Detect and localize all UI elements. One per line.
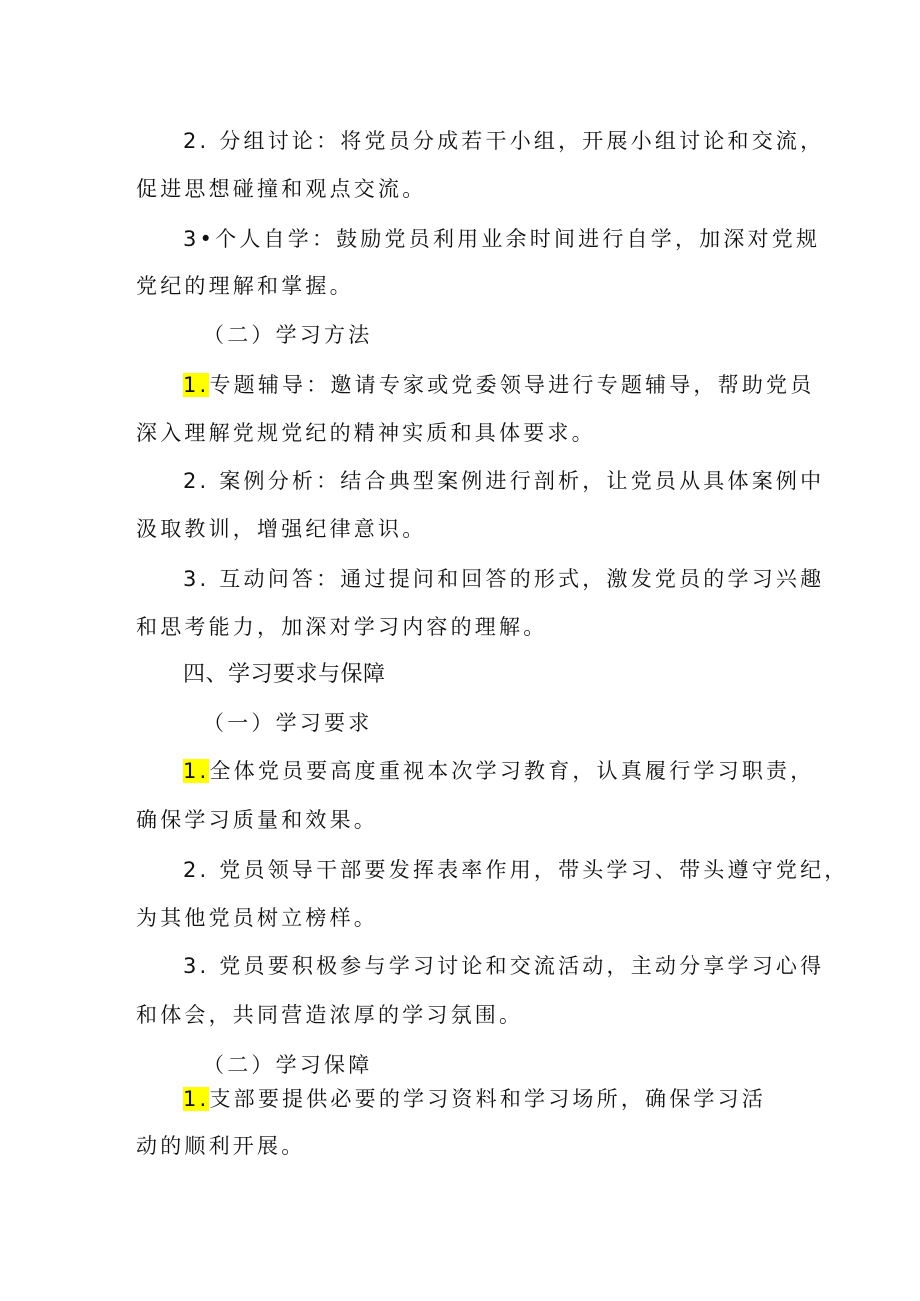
subheading-study-requirements: （一）学习要求 [203, 711, 373, 735]
paragraph-line: 1.全体党员要高度重视本次学习教育，认真履行学习职责， [183, 759, 815, 783]
paragraph-line: 确保学习质量和效果。 [136, 808, 378, 832]
highlighted-number: 1. [183, 373, 210, 397]
paragraph-line: 和体会，共同营造浓厚的学习氛围。 [136, 1003, 524, 1027]
highlighted-number: 1. [183, 1087, 210, 1111]
paragraph-line: 1.专题辅导：邀请专家或党委领导进行专题辅导，帮助党员 [183, 373, 815, 397]
highlighted-number: 1. [183, 759, 210, 783]
paragraph-line: 3. 党员要积极参与学习讨论和交流活动，主动分享学习心得 [183, 954, 825, 978]
paragraph-line: 3. 互动问答：通过提问和回答的形式，激发党员的学习兴趣 [183, 567, 825, 591]
paragraph-line: 动的顺利开展。 [136, 1134, 306, 1158]
paragraph-line: 为其他党员树立榜样。 [136, 906, 378, 930]
paragraph-line: 3•个人自学：鼓励党员利用业余时间进行自学，加深对党规 [183, 227, 821, 251]
paragraph-line: 促进思想碰撞和观点交流。 [136, 177, 427, 201]
subheading-study-guarantee: （二）学习保障 [203, 1053, 373, 1077]
paragraph-line: 2. 党员领导干部要发挥表率作用，带头学习、带头遵守党纪， [183, 858, 849, 882]
paragraph-line: 深入理解党规党纪的精神实质和具体要求。 [136, 421, 596, 445]
paragraph-line: 2. 案例分析：结合典型案例进行剖析，让党员从具体案例中 [183, 469, 825, 493]
paragraph-line: 汲取教训，增强纪律意识。 [136, 517, 427, 541]
paragraph-line: 党纪的理解和掌握。 [136, 274, 354, 298]
paragraph-line: 和思考能力，加深对学习内容的理解。 [136, 615, 548, 639]
paragraph-line: 1.支部要提供必要的学习资料和学习场所，确保学习活 [183, 1087, 767, 1111]
subheading-study-methods: （二）学习方法 [203, 323, 373, 347]
section-heading: 四、学习要求与保障 [183, 662, 386, 687]
paragraph-line: 2. 分组讨论：将党员分成若干小组，开展小组讨论和交流， [183, 129, 825, 153]
